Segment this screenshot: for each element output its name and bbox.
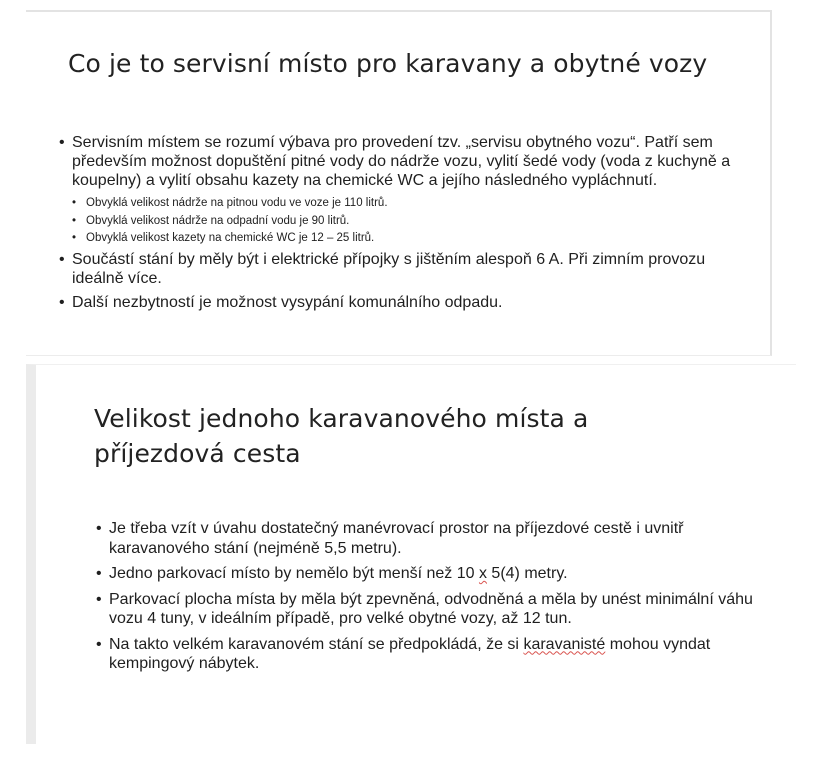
bullet-icon: • [96, 635, 102, 653]
list-item [95, 564, 775, 584]
bullet-text: Servisním místem se rozumí výbava pro provedení tzv. „servisu obytného vozu“. Patří sem především možnost dopuštění pitné vody do nádrže vozu, vylití šedé vody (voda z kuchyně a koupelny) a vylití obsahu kazety na chemické WC a jejího následného vypláchnutí. [72, 134, 731, 189]
text-segment: Jedno parkovací místo by nemělo být menší než 10 [109, 565, 479, 582]
bullet-list [58, 133, 758, 317]
bullet-list [95, 519, 775, 680]
spellcheck-word: karavanisté [523, 635, 606, 653]
sub-list-item [58, 213, 758, 231]
bullet-icon: • [72, 232, 77, 244]
slide-title: Co je to servisní místo pro karavany a obytné vozy [68, 49, 708, 78]
bullet-icon: • [96, 565, 102, 582]
bullet-text: Součástí stání by měly být i elektrické přípojky s jištěním alespoň 6 A. Při zimním provozu ideálně více. [72, 250, 706, 287]
text-segment: mohou vyndat kempingový nábytek. [109, 635, 711, 672]
bullet-icon: • [72, 197, 77, 209]
list-item [95, 590, 775, 629]
sub-list-item [58, 230, 758, 248]
bullet-icon: • [59, 134, 65, 151]
bullet-icon: • [72, 214, 77, 227]
bullet-icon: • [59, 250, 65, 268]
sub-bullet-text: Obvyklá velikost kazety na chemické WC je 12 – 25 litrů. [86, 232, 375, 244]
bullet-icon: • [96, 590, 102, 608]
bullet-text [109, 565, 568, 582]
list-item [58, 250, 758, 288]
sub-list-item [58, 195, 758, 213]
slide-velikost-mista [26, 364, 796, 744]
spellcheck-word: x [478, 565, 487, 582]
sub-bullet-text: Obvyklá velikost nádrže na pitnou vodu ve voze je 110 litrů. [86, 197, 388, 209]
sub-bullet-text: Obvyklá velikost nádrže na odpadní vodu je 90 litrů. [86, 214, 350, 227]
slide-servisni-misto [26, 10, 772, 356]
list-item [58, 293, 758, 312]
slide-title: Velikost jednoho karavanového místa a příjezdová cesta [94, 404, 589, 468]
bullet-icon: • [96, 520, 102, 537]
bullet-text: Další nezbytností je možnost vysypání komunálního odpadu. [72, 293, 503, 311]
text-segment: Na takto velkém karavanovém stání se předpokládá, že si [109, 635, 524, 653]
bullet-icon: • [59, 293, 65, 311]
list-item [58, 133, 758, 190]
text-segment: 5(4) metry. [486, 565, 568, 582]
bullet-text: Parkovací plocha místa by měla být zpevněná, odvodněná a měla by unést minimální váhu vozu 4 tuny, v ideálním případě, pro velké obytné vozy, až 12 tun. [109, 590, 753, 627]
bullet-text [109, 636, 710, 673]
bullet-text: Je třeba vzít v úvahu dostatečný manévrovací prostor na příjezdové cestě i uvnitř karavanového stání (nejméně 5,5 metru). [109, 520, 684, 557]
list-item [95, 519, 775, 558]
list-item [95, 635, 775, 674]
